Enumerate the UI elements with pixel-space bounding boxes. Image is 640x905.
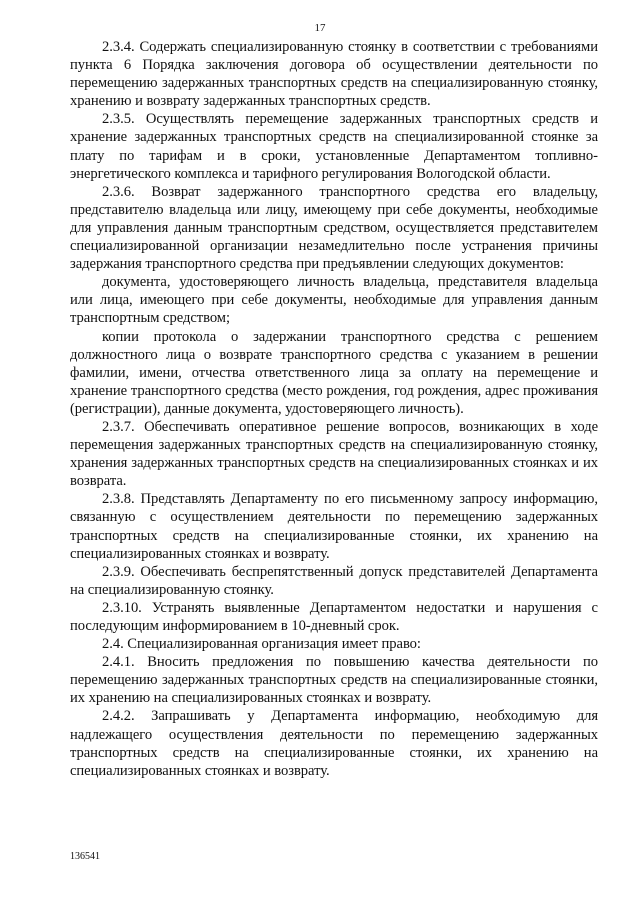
paragraph-2-3-7: 2.3.7. Обеспечивать оперативное решение вопросов, возникающих в ходе перемещения задержанных транспортных средств на специализированную стоянку, хранения задержанных транспортных средств на специализированных стоянках и их возврата. bbox=[70, 418, 598, 490]
paragraph-2-3-4: 2.3.4. Содержать специализированную стоянку в соответствии с требованиями пункта 6 Порядка заключения договора об осуществлении деятельности по перемещению задержанных транспортных средств на специализированную стоянку, хранению и возврату задержанных транспортных средств. bbox=[70, 39, 598, 110]
document-code: 136541 bbox=[70, 851, 100, 862]
paragraph-identity-document: документа, удостоверяющего личность владельца, представителя владельца или лица, имеющего при себе документы, необходимые для управления данным транспортным средством; bbox=[70, 274, 598, 327]
paragraph-2-4: 2.4. Специализированная организация имеет право: bbox=[102, 636, 421, 653]
paragraph-2-4-1: 2.4.1. Вносить предложения по повышению качества деятельности по перемещению задержанных транспортных средств на специализированные стоянки, их хранению на специализированных стоянках и возврату. bbox=[70, 654, 598, 707]
paragraph-2-3-6: 2.3.6. Возврат задержанного транспортного средства его владельцу, представителю владельца или лицу, имеющему при себе документы, необходимые для управления данным транспортным средством, осуществляется представителем специализированной организации незамедлительно после устранения причины задержания транспортного средства при предъявлении следующих документов: bbox=[70, 183, 598, 273]
paragraph-2-3-5: 2.3.5. Осуществлять перемещение задержанных транспортных средств и хранение задержанных транспортных средств на специализированной стоянке за плату по тарифам и в сроки, установленные Департаментом топливно-энергетического комплекса и тарифного регулирования Вологодской области. bbox=[70, 111, 598, 182]
paragraph-2-3-10: 2.3.10. Устранять выявленные Департаментом недостатки и нарушения с последующим информированием в 10-дневный срок. bbox=[70, 599, 598, 634]
page-number: 17 bbox=[314, 22, 326, 34]
document-body bbox=[70, 38, 598, 780]
paragraph-2-4-2: 2.4.2. Запрашивать у Департамента информацию, необходимую для надлежащего осуществления деятельности по перемещению задержанных транспортных средств на специализированные стоянки, их хранению на специализированных стоянках и возврату. bbox=[70, 708, 598, 779]
paragraph-2-3-8: 2.3.8. Представлять Департаменту по его письменному запросу информацию, связанную с осуществлением деятельности по перемещению задержанных транспортных средств на специализированные стоянки, их хранению на специализированных стоянках и возврату. bbox=[70, 491, 598, 562]
paragraph-2-3-9: 2.3.9. Обеспечивать беспрепятственный допуск представителей Департамента на специализированную стоянку. bbox=[70, 563, 598, 598]
paragraph-protocol-copy: копии протокола о задержании транспортного средства с решением должностного лица о возврате транспортного средства с указанием в решении фамилии, имени, отчества ответственного лица за оплату на перемещение и хранение транспортного средства (место рождения, год рождения, адрес проживания (регистрации), данные документа, удостоверяющего личность). bbox=[70, 328, 598, 417]
